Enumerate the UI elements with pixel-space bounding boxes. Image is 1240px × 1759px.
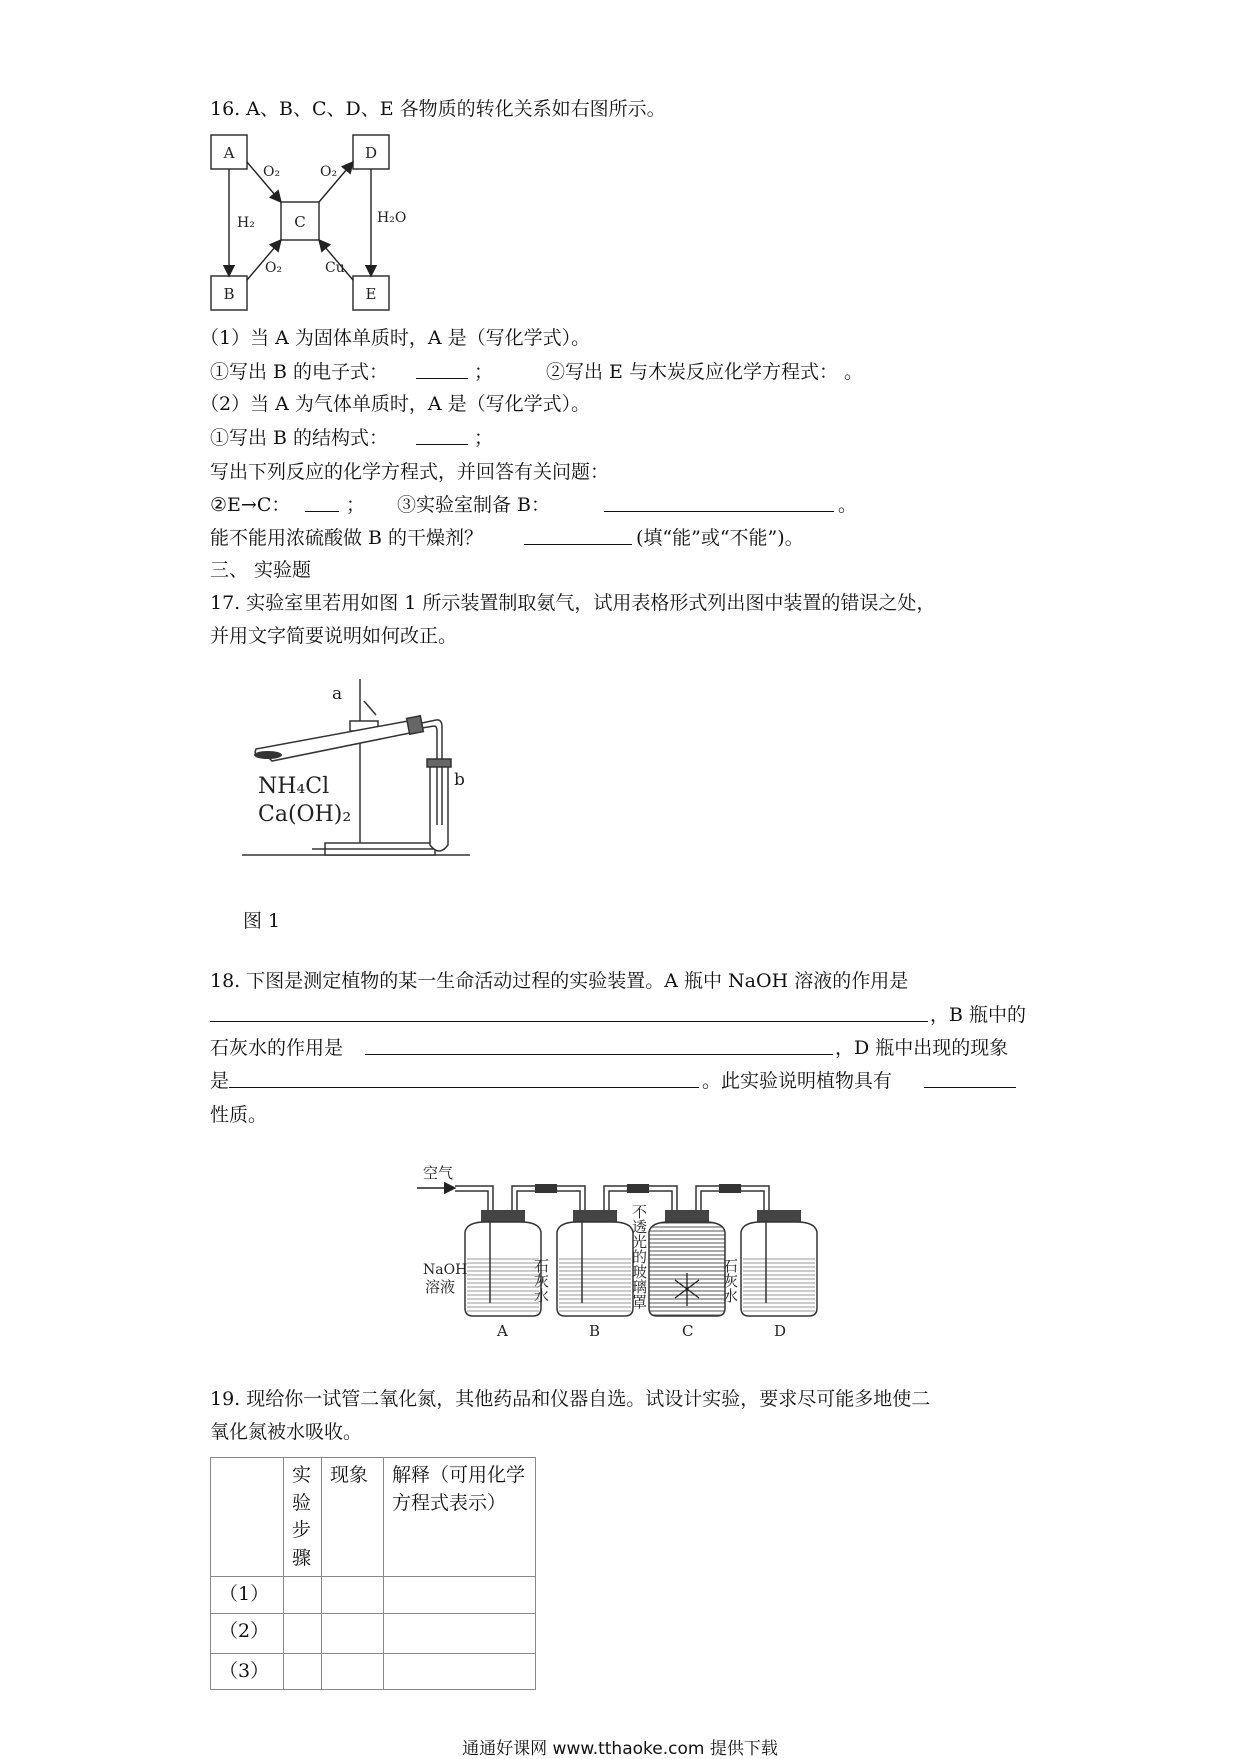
box-label-a: A bbox=[223, 144, 235, 162]
bottle-a bbox=[465, 1210, 541, 1316]
label-b-c: O₂ bbox=[265, 260, 283, 276]
chem-nh4cl: NH₄Cl bbox=[258, 774, 330, 799]
header-phenomenon: 现象 bbox=[322, 1458, 384, 1577]
header-empty bbox=[211, 1458, 284, 1577]
q18-line1: 18. 下图是测定植物的某一生命活动过程的实验装置。A 瓶中 NaOH 溶液的作用是 bbox=[210, 970, 909, 992]
q16-blank-1[interactable] bbox=[416, 361, 468, 385]
reagent bbox=[254, 751, 282, 759]
q16-write-line: 写出下列反应的化学方程式，并回答有关问题： bbox=[210, 461, 610, 483]
ammonia-apparatus-figure bbox=[240, 675, 500, 865]
bottle-d bbox=[741, 1210, 817, 1316]
label-limewater-d: 石灰水 bbox=[721, 1258, 739, 1303]
collection-stopper bbox=[427, 759, 451, 767]
q19-line1: 19. 现给你一试管二氧化氮，其他药品和仪器自选。试设计实验，要求尽可能多地使二 bbox=[210, 1388, 931, 1410]
row-label: （3） bbox=[211, 1653, 284, 1690]
plant-experiment-apparatus bbox=[415, 1158, 825, 1338]
header-explanation: 解释（可用化学方程式表示） bbox=[384, 1458, 536, 1577]
bottle-label-d: D bbox=[774, 1322, 787, 1340]
cell-steps[interactable] bbox=[284, 1613, 322, 1653]
q17-line2: 并用文字简要说明如何改正。 bbox=[210, 625, 458, 647]
cell-steps[interactable] bbox=[284, 1653, 322, 1690]
label-cover: 不透光的玻璃罩 bbox=[630, 1204, 648, 1309]
cell-phenomenon[interactable] bbox=[322, 1613, 384, 1653]
bottle-label-b: B bbox=[589, 1322, 601, 1340]
label-a-c: O₂ bbox=[263, 164, 281, 180]
bottle-label-c: C bbox=[682, 1322, 694, 1340]
label-c-d: O₂ bbox=[320, 164, 338, 180]
label-limewater-b: 石灰水 bbox=[532, 1258, 550, 1303]
q16-semicolon-2: ； bbox=[474, 427, 494, 449]
q19-line2: 氧化氮被水吸收。 bbox=[210, 1421, 363, 1443]
cell-explanation[interactable] bbox=[384, 1577, 536, 1614]
table-row bbox=[211, 1653, 536, 1690]
q16-part2-q1: ①写出 B 的结构式： bbox=[210, 427, 389, 449]
bottle-b bbox=[557, 1210, 633, 1316]
q18-line4-start: 是 bbox=[210, 1070, 230, 1092]
label-e-c: Cu bbox=[325, 260, 345, 276]
label-solution: 溶液 bbox=[425, 1278, 456, 1296]
q16-part1-q2: ②写出 E 与木炭反应化学方程式： 。 bbox=[546, 361, 863, 383]
q16-blank-2[interactable] bbox=[416, 427, 468, 451]
q16-part1-q1: ①写出 B 的电子式： bbox=[210, 361, 389, 383]
cell-explanation[interactable] bbox=[384, 1653, 536, 1690]
box-label-e: E bbox=[365, 285, 377, 303]
table-row bbox=[211, 1613, 536, 1653]
q16-part1: （1）当 A 为固体单质时，A 是（写化学式）。 bbox=[200, 327, 591, 349]
q18-line2-end: ，B 瓶中的 bbox=[930, 1004, 1027, 1026]
collection-tube bbox=[430, 765, 448, 851]
bottle-label-a: A bbox=[497, 1322, 508, 1340]
box-label-c: C bbox=[294, 213, 306, 231]
q16-part2-q3: ③实验室制备 B： bbox=[397, 494, 551, 516]
q18-blank-2[interactable] bbox=[365, 1037, 833, 1061]
cell-steps[interactable] bbox=[284, 1577, 322, 1614]
cell-explanation[interactable] bbox=[384, 1613, 536, 1653]
row-label: （2） bbox=[211, 1613, 284, 1653]
cell-phenomenon[interactable] bbox=[322, 1653, 384, 1690]
label-d-e: H₂O bbox=[377, 210, 407, 226]
row-label: （1） bbox=[211, 1577, 284, 1614]
chem-caoh2: Ca(OH)₂ bbox=[258, 802, 352, 827]
experiment-table bbox=[210, 1457, 536, 1690]
figure-caption: 图 1 bbox=[243, 910, 281, 932]
q16-semicolon-3: ； bbox=[346, 494, 366, 516]
q16-title: 16. A、B、C、D、E 各物质的转化关系如右图所示。 bbox=[210, 98, 666, 120]
q16-blank-3[interactable] bbox=[305, 494, 339, 518]
conversion-diagram bbox=[205, 130, 435, 320]
q16-fill-hint: (填“能”或“不能”)。 bbox=[636, 527, 804, 549]
bottle-c bbox=[649, 1210, 725, 1316]
q16-part2-q4: 能不能用浓硫酸做 B 的干燥剂？ bbox=[210, 527, 484, 549]
q18-blank-4[interactable] bbox=[924, 1070, 1016, 1094]
q17-line1: 17. 实验室里若用如图 1 所示装置制取氨气，试用表格形式列出图中装置的错误之处， bbox=[210, 592, 936, 614]
q16-blank-4[interactable] bbox=[604, 494, 834, 518]
box-label-b: B bbox=[223, 285, 235, 303]
q16-part2: （2）当 A 为气体单质时，A 是（写化学式）。 bbox=[200, 393, 591, 415]
footer: 通通好课网 www.tthaoke.com 提供下载 bbox=[462, 1739, 778, 1759]
q18-blank-1[interactable] bbox=[210, 1004, 928, 1028]
q18-line3-start: 石灰水的作用是 bbox=[210, 1037, 344, 1059]
q18-blank-3[interactable] bbox=[229, 1070, 699, 1094]
cell-phenomenon[interactable] bbox=[322, 1577, 384, 1614]
table-row bbox=[211, 1577, 536, 1614]
label-a-b: H₂ bbox=[237, 215, 255, 231]
label-air: 空气 bbox=[423, 1164, 454, 1182]
label-naoh: NaOH bbox=[423, 1262, 468, 1278]
stopper bbox=[407, 716, 424, 734]
box-label-d: D bbox=[364, 144, 378, 162]
q16-semicolon-1: ； bbox=[474, 361, 494, 383]
q18-line5: 性质。 bbox=[210, 1104, 268, 1126]
section-heading: 三、 实验题 bbox=[210, 559, 312, 581]
label-a: a bbox=[332, 684, 343, 704]
label-b: b bbox=[454, 770, 465, 790]
q16-blank-5[interactable] bbox=[524, 527, 632, 551]
table-header-row bbox=[211, 1458, 536, 1577]
header-steps: 实验步骤 bbox=[284, 1458, 322, 1577]
q18-line4-end: 。此实验说明植物具有 bbox=[702, 1070, 893, 1092]
q16-period: 。 bbox=[838, 494, 858, 516]
q18-line3-end: ，D 瓶中出现的现象 bbox=[835, 1037, 1009, 1059]
q16-part2-q2: ②E→C： bbox=[210, 494, 291, 516]
